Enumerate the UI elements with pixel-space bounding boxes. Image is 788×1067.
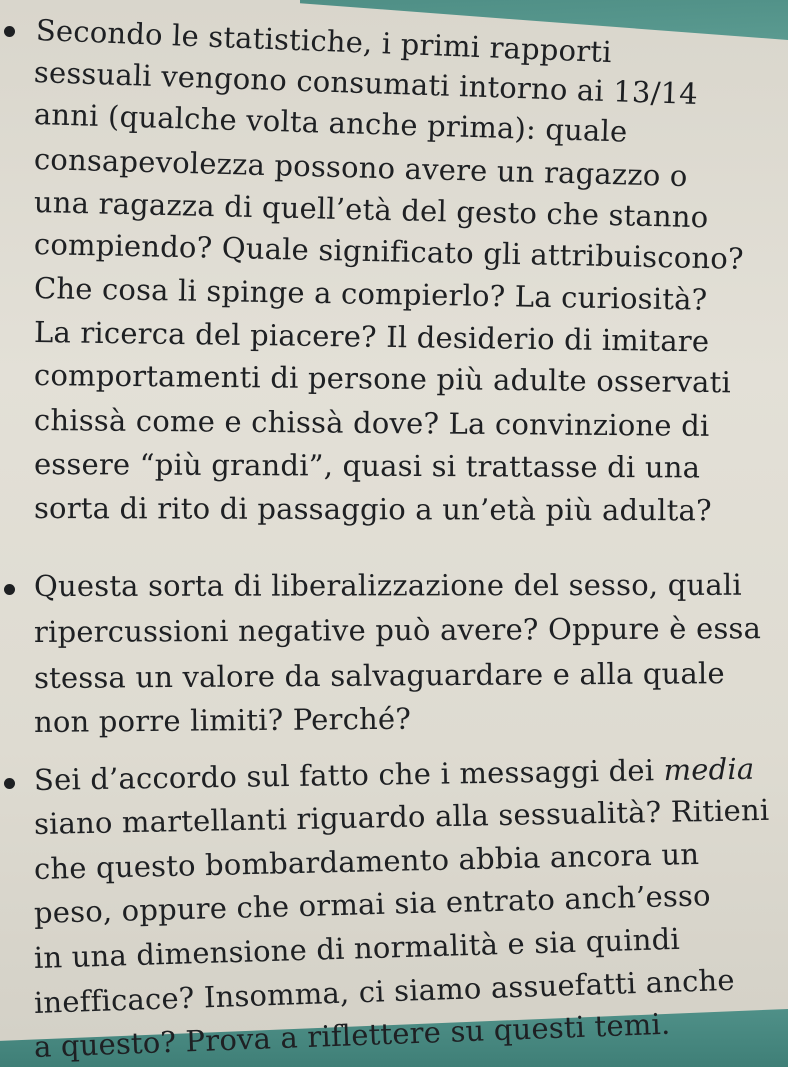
bullet-icon bbox=[4, 584, 15, 595]
text-line: stessa un valore da salvaguardare e alla quale bbox=[33, 656, 725, 695]
text-line: che questo bombardamento abbia ancora un bbox=[33, 836, 700, 886]
text-line: una ragazza di quell’età del gesto che stanno bbox=[33, 185, 709, 235]
text-line: sorta di rito di passaggio a un’età più adulta? bbox=[33, 491, 712, 528]
text-line: chissà come e chissà dove? La convinzione di bbox=[33, 403, 710, 443]
text-line: in una dimensione di normalità e sia quindi bbox=[33, 921, 681, 975]
text-line: non porre limiti? Perché? bbox=[33, 701, 412, 739]
bullet-icon bbox=[4, 26, 15, 37]
text-line: a questo? Prova a riflettere su questi temi. bbox=[33, 1006, 671, 1064]
text-line: peso, oppure che ormai sia entrato anch’esso bbox=[33, 878, 712, 930]
text-line-with-media bbox=[34, 751, 755, 798]
text-line: Secondo le statistiche, i primi rapporti bbox=[35, 13, 613, 70]
text-line: essere “più grandi”, quasi si trattasse di una bbox=[33, 447, 701, 485]
text-line: Questa sorta di liberalizzazione del sesso, quali bbox=[33, 567, 742, 603]
text-line: Sei d’accordo sul fatto che i messaggi dei media bbox=[33, 751, 755, 797]
text-line: siano martellanti riguardo alla sessualità? Ritieni bbox=[33, 792, 770, 841]
text-line: sessuali vengono consumati intorno ai 13/14 bbox=[33, 55, 699, 112]
text-line: ripercussioni negative può avere? Oppure è essa bbox=[33, 611, 762, 649]
text-line: inefficace? Insomma, ci siamo assuefatti anche bbox=[33, 962, 736, 1020]
text-line: compiendo? Quale significato gli attribuiscono? bbox=[33, 227, 745, 276]
text-line: comportamenti di persone più adulte osservati bbox=[33, 358, 732, 400]
bullet-icon bbox=[4, 778, 15, 789]
text-line: Che cosa li spinge a compierlo? La curiosità? bbox=[33, 271, 708, 317]
text-line: La ricerca del piacere? Il desiderio di imitare bbox=[33, 315, 710, 359]
text-line: consapevolezza possono avere un ragazzo o bbox=[33, 142, 689, 194]
text-line: anni (qualche volta anche prima): quale bbox=[33, 97, 628, 149]
